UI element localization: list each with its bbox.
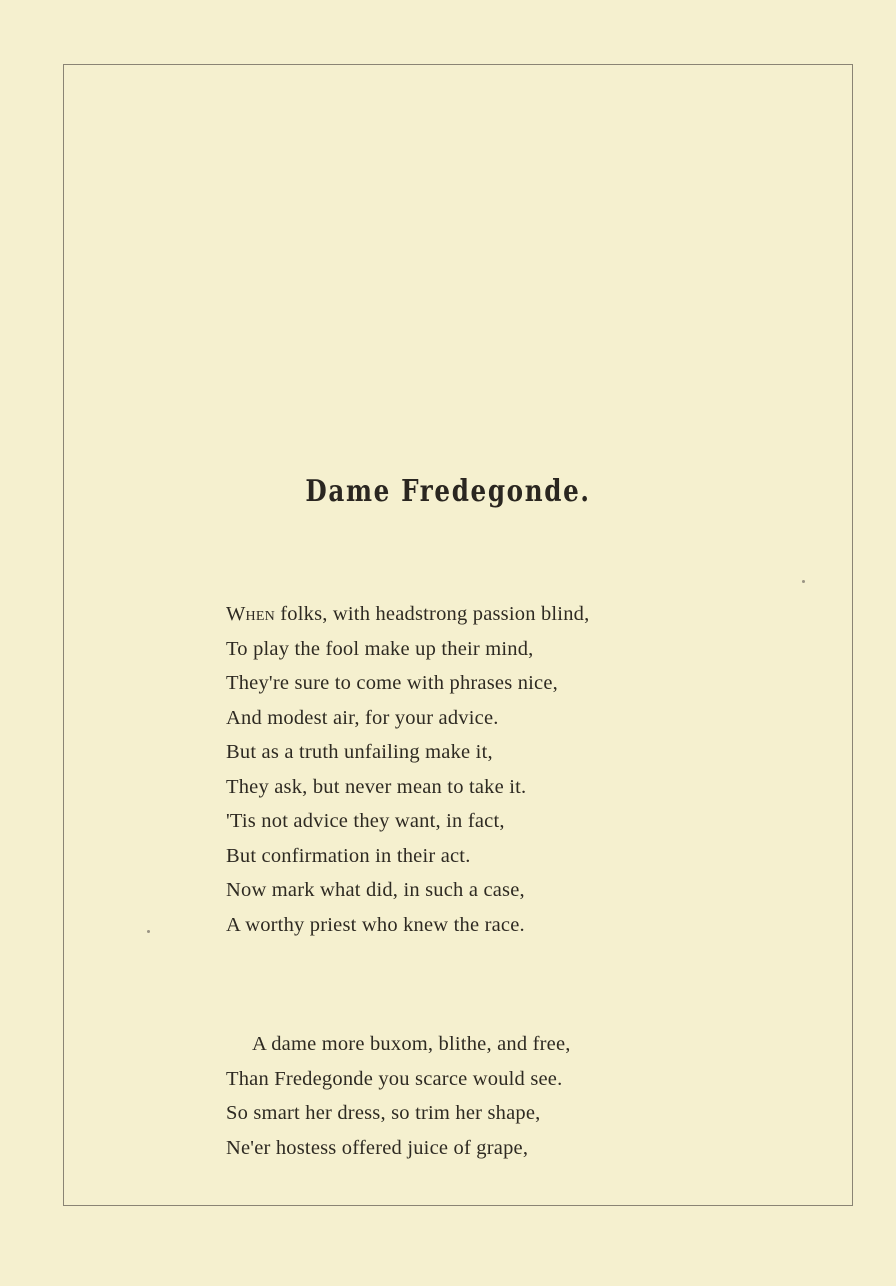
paper-speck bbox=[147, 930, 150, 933]
verse-line: Than Fredegonde you scarce would see. bbox=[226, 1067, 563, 1090]
verse-line: Ne'er hostess offered juice of grape, bbox=[226, 1136, 529, 1159]
poem-title: Dame Fredegonde. bbox=[305, 474, 591, 509]
verse-line: A worthy priest who knew the race. bbox=[226, 913, 525, 936]
drop-word: When bbox=[226, 603, 275, 625]
verse-line: They ask, but never mean to take it. bbox=[226, 775, 527, 798]
verse-line: But as a truth unfailing make it, bbox=[226, 741, 493, 763]
verse-line bbox=[226, 597, 589, 632]
verse-line: A dame more buxom, blithe, and free, bbox=[252, 1033, 571, 1055]
verse-line: 'Tis not advice they want, in fact, bbox=[226, 810, 505, 832]
verse-line: But confirmation in their act. bbox=[226, 844, 471, 867]
stanza-1 bbox=[226, 597, 589, 942]
paper-speck bbox=[802, 580, 805, 583]
stanza-2 bbox=[226, 1027, 571, 1165]
verse-line: Now mark what did, in such a case, bbox=[226, 879, 525, 901]
verse-line-rest: folks, with headstrong passion blind, bbox=[274, 603, 590, 625]
verse-line: To play the fool make up their mind, bbox=[226, 637, 534, 660]
verse-line: They're sure to come with phrases nice, bbox=[226, 672, 558, 694]
verse-line: And modest air, for your advice. bbox=[226, 706, 499, 729]
verse-line: So smart her dress, so trim her shape, bbox=[226, 1102, 541, 1124]
